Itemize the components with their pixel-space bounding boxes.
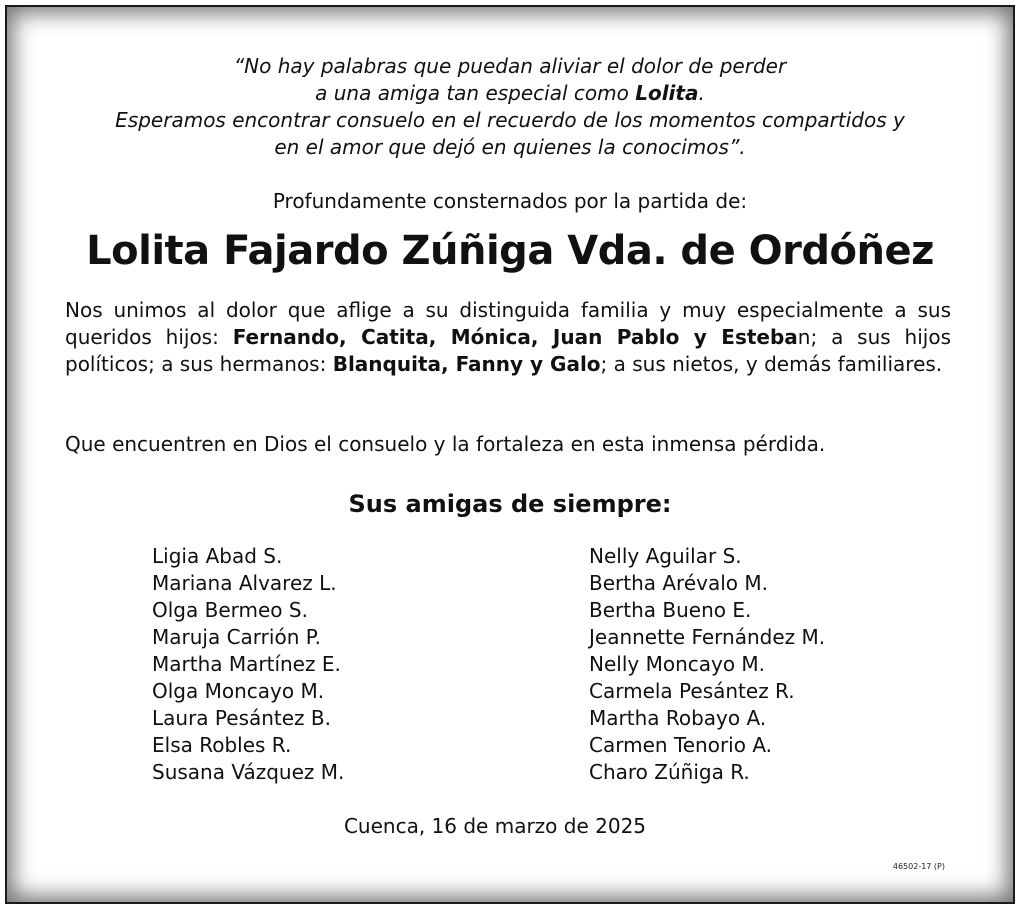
condolence-text-3: ; a sus nietos, y demás familiares. <box>600 352 943 376</box>
signer-name: Elsa Robles R. <box>152 733 292 757</box>
signer-name: Bertha Arévalo M. <box>589 571 769 595</box>
signer-name: Nelly Aguilar S. <box>589 544 742 568</box>
obituary-frame <box>5 5 1015 904</box>
signer-name: Carmen Tenorio A. <box>589 733 773 757</box>
signer-name: Olga Moncayo M. <box>152 679 325 703</box>
signer-name: Laura Pesántez B. <box>152 706 331 730</box>
place-and-date: Cuenca, 16 de marzo de 2025 <box>343 814 647 838</box>
signer-name: Maruja Carrión P. <box>152 625 322 649</box>
signer-name: Martha Martínez E. <box>152 652 341 676</box>
sibling-names: Blanquita, Fanny y Galo <box>332 352 601 376</box>
children-names: Fernando, Catita, Mónica, Juan Pablo y Esteba <box>232 325 798 349</box>
wish-paragraph: Que encuentren en Dios el consuelo y la fortaleza en esta inmensa pérdida. <box>65 432 826 456</box>
signers-list-right <box>589 543 825 786</box>
signer-name: Jeannette Fernández M. <box>589 625 826 649</box>
quote-line-2 <box>47 80 973 107</box>
condolence-text-1: Nos unimos al dolor que aflige a su distinguida familia y muy especialmente a sus queridos hijos: <box>65 298 951 349</box>
signers-list-left <box>152 543 344 786</box>
obituary-notice <box>7 7 1013 902</box>
signer-name: Carmela Pesántez R. <box>589 679 795 703</box>
deceased-name: Lolita Fajardo Zúñiga Vda. de Ordóñez <box>86 228 934 274</box>
signer-name: Charo Zúñiga R. <box>589 760 750 784</box>
signer-name: Mariana Alvarez L. <box>152 571 337 595</box>
signer-name: Nelly Moncayo M. <box>589 652 766 676</box>
quote-line-3: Esperamos encontrar consuelo en el recuerdo de los momentos compartidos y <box>115 108 905 132</box>
quote-name-bold: Lolita <box>635 81 699 105</box>
signer-name: Bertha Bueno E. <box>589 598 752 622</box>
intro-text: Profundamente consternados por la partida de: <box>272 189 748 213</box>
signer-name: Susana Vázquez M. <box>152 760 345 784</box>
condolence-text-2: n; a sus hijos políticos; a sus hermanos: <box>65 325 951 376</box>
signer-name: Olga Bermeo S. <box>152 598 308 622</box>
signer-name: Ligia Abad S. <box>152 544 283 568</box>
ad-reference-code: 46502-17 (P) <box>892 862 945 871</box>
quote-line-2-end: . <box>698 81 705 105</box>
signer-name: Martha Robayo A. <box>589 706 767 730</box>
signers-heading: Sus amigas de siempre: <box>348 490 672 518</box>
quote-line-1: “No hay palabras que puedan aliviar el dolor de perder <box>233 54 787 78</box>
condolence-paragraph <box>65 297 951 378</box>
quote-line-4: en el amor que dejó en quienes la conocimos”. <box>274 135 746 159</box>
memorial-quote <box>47 53 973 161</box>
quote-line-2-text: a una amiga tan especial como <box>315 81 636 105</box>
